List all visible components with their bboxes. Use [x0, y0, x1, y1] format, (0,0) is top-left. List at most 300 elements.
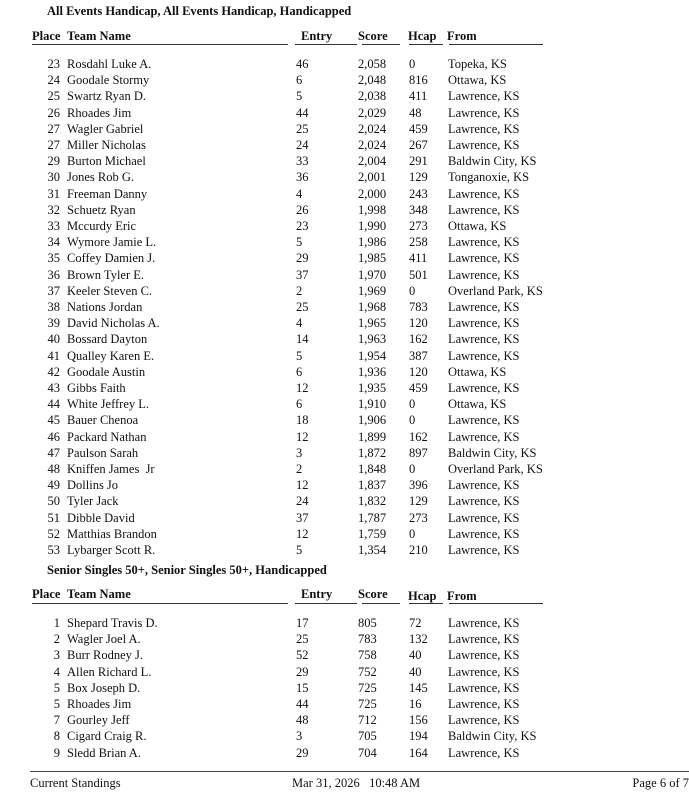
- table-row: [0, 187, 689, 203]
- entry-cell: 44: [296, 105, 309, 120]
- table-row: [0, 73, 689, 89]
- place-cell: 1: [53, 616, 60, 630]
- hcap-cell: 0: [409, 526, 416, 541]
- hcap-cell: 459: [409, 381, 428, 395]
- score-cell: 1,832: [358, 494, 387, 509]
- from-cell: Lawrence, KS: [448, 413, 520, 428]
- hcap-cell: 459: [409, 121, 428, 136]
- entry-cell: 48: [296, 713, 309, 728]
- team-name-cell: Keeler Steven C.: [67, 283, 153, 298]
- entry-cell: 29: [296, 251, 309, 266]
- from-cell: Lawrence, KS: [448, 526, 520, 541]
- score-cell: 1,910: [358, 397, 387, 412]
- hcap-cell: 164: [409, 745, 428, 760]
- table-row: [0, 106, 689, 122]
- col-header-entry: Entry: [301, 587, 333, 601]
- team-name-cell: Bauer Chenoa: [67, 413, 139, 428]
- header-rule: [295, 44, 357, 45]
- hcap-cell: 267: [409, 138, 428, 152]
- hcap-cell: 411: [409, 89, 428, 104]
- team-name-cell: Lybarger Scott R.: [67, 543, 156, 557]
- team-name-cell: Nations Jordan: [67, 300, 143, 314]
- score-cell: 1,965: [358, 316, 387, 331]
- entry-cell: 4: [296, 186, 303, 201]
- table-row: [0, 681, 689, 697]
- entry-cell: 29: [296, 745, 309, 760]
- hcap-cell: 348: [409, 202, 428, 217]
- place-cell: 2: [53, 632, 60, 647]
- from-cell: Lawrence, KS: [448, 494, 520, 509]
- place-cell: 29: [47, 154, 60, 169]
- score-cell: 1,899: [358, 429, 387, 444]
- team-name-cell: Miller Nicholas: [67, 138, 146, 152]
- entry-cell: 2: [296, 462, 303, 476]
- score-cell: 805: [358, 616, 377, 630]
- hcap-cell: 72: [409, 616, 422, 630]
- team-name-cell: Coffey Damien J.: [67, 251, 156, 266]
- entry-cell: 12: [296, 478, 309, 493]
- from-cell: Lawrence, KS: [448, 300, 520, 314]
- table-row: [0, 527, 689, 543]
- entry-cell: 6: [296, 364, 303, 379]
- entry-cell: 25: [296, 121, 309, 136]
- section-title: All Events Handicap, All Events Handicap, Handicapped: [47, 4, 352, 18]
- place-cell: 34: [47, 235, 60, 250]
- entry-cell: 4: [296, 316, 303, 331]
- footer-rule: [30, 771, 689, 772]
- score-cell: 1,935: [358, 381, 387, 395]
- hcap-cell: 162: [409, 332, 428, 347]
- place-cell: 37: [47, 283, 60, 298]
- col-header-from: From: [447, 589, 477, 603]
- place-cell: 48: [47, 462, 60, 476]
- team-name-cell: Box Joseph D.: [67, 680, 141, 695]
- place-cell: 26: [47, 105, 60, 120]
- entry-cell: 5: [296, 89, 303, 104]
- hcap-cell: 258: [409, 235, 428, 250]
- score-cell: 1,963: [358, 332, 387, 347]
- table-row: [0, 746, 689, 762]
- place-cell: 47: [47, 445, 60, 460]
- header-rule: [449, 44, 543, 45]
- place-cell: 32: [47, 202, 60, 217]
- table-row: [0, 235, 689, 251]
- score-cell: 1,759: [358, 526, 387, 541]
- team-name-cell: Goodale Austin: [67, 364, 146, 379]
- place-cell: 36: [47, 267, 60, 282]
- team-name-cell: Wymore Jamie L.: [67, 235, 157, 250]
- table-row: [0, 332, 689, 348]
- from-cell: Lawrence, KS: [448, 332, 520, 347]
- entry-cell: 24: [296, 138, 309, 152]
- hcap-cell: 396: [409, 478, 428, 493]
- col-header-score: Score: [358, 29, 388, 43]
- place-cell: 33: [47, 219, 60, 233]
- place-cell: 27: [47, 121, 60, 136]
- table-row: [0, 349, 689, 365]
- entry-cell: 5: [296, 235, 303, 250]
- entry-cell: 2: [296, 283, 303, 298]
- team-name-cell: Gourley Jeff: [67, 713, 130, 728]
- place-cell: 49: [47, 478, 60, 493]
- hcap-cell: 156: [409, 713, 428, 728]
- table-row: [0, 494, 689, 510]
- table-row: [0, 713, 689, 729]
- place-cell: 51: [47, 510, 60, 525]
- team-name-cell: Jones Rob G.: [67, 170, 135, 185]
- hcap-cell: 48: [409, 105, 422, 120]
- place-cell: 45: [47, 413, 60, 428]
- place-cell: 9: [53, 745, 60, 760]
- place-cell: 52: [47, 526, 60, 541]
- hcap-cell: 783: [409, 300, 428, 314]
- entry-cell: 44: [296, 697, 309, 711]
- header-rule: [409, 603, 443, 604]
- entry-cell: 5: [296, 543, 303, 557]
- hcap-cell: 194: [409, 729, 428, 744]
- score-cell: 1,986: [358, 235, 387, 250]
- from-cell: Lawrence, KS: [448, 235, 520, 250]
- from-cell: Lawrence, KS: [448, 745, 520, 760]
- header-rule: [449, 603, 543, 604]
- team-name-cell: Packard Nathan: [67, 429, 147, 444]
- table-row: [0, 413, 689, 429]
- hcap-cell: 129: [409, 170, 428, 185]
- header-rule: [409, 44, 443, 45]
- place-cell: 24: [47, 73, 60, 88]
- header-rule: [32, 603, 288, 604]
- table-row: [0, 138, 689, 154]
- place-cell: 39: [47, 316, 60, 331]
- place-cell: 8: [53, 729, 60, 744]
- header-rule: [32, 44, 288, 45]
- from-cell: Baldwin City, KS: [448, 445, 537, 460]
- place-cell: 30: [47, 170, 60, 185]
- table-row: [0, 300, 689, 316]
- entry-cell: 33: [296, 154, 309, 169]
- entry-cell: 12: [296, 381, 309, 395]
- score-cell: 2,024: [358, 121, 387, 136]
- from-cell: Lawrence, KS: [448, 267, 520, 282]
- entry-cell: 24: [296, 494, 309, 509]
- from-cell: Lawrence, KS: [448, 89, 520, 104]
- entry-cell: 25: [296, 300, 309, 314]
- score-cell: 2,001: [358, 170, 387, 185]
- score-cell: 1,354: [358, 543, 387, 557]
- hcap-cell: 145: [409, 680, 428, 695]
- score-cell: 783: [358, 632, 377, 647]
- place-cell: 31: [47, 186, 60, 201]
- entry-cell: 52: [296, 648, 309, 663]
- score-cell: 2,004: [358, 154, 387, 169]
- score-cell: 2,029: [358, 105, 387, 120]
- from-cell: Lawrence, KS: [448, 202, 520, 217]
- hcap-cell: 40: [409, 648, 422, 663]
- entry-cell: 25: [296, 632, 309, 647]
- hcap-cell: 501: [409, 267, 428, 282]
- from-cell: Ottawa, KS: [448, 397, 507, 412]
- from-cell: Tonganoxie, KS: [448, 170, 530, 185]
- score-cell: 1,936: [358, 364, 387, 379]
- from-cell: Overland Park, KS: [448, 283, 543, 298]
- hcap-cell: 120: [409, 364, 428, 379]
- table-row: [0, 170, 689, 186]
- team-name-cell: Rosdahl Luke A.: [67, 57, 152, 71]
- team-name-cell: Brown Tyler E.: [67, 267, 145, 282]
- hcap-cell: 120: [409, 316, 428, 331]
- hcap-cell: 0: [409, 397, 416, 412]
- footer-page-number: Page 6 of 7: [632, 776, 689, 790]
- score-cell: 1,970: [358, 267, 387, 282]
- score-cell: 725: [358, 697, 377, 711]
- table-row: [0, 365, 689, 381]
- col-header-place: Place: [32, 587, 61, 601]
- score-cell: 1,969: [358, 283, 387, 298]
- score-cell: 758: [358, 648, 377, 663]
- hcap-cell: 40: [409, 664, 422, 679]
- entry-cell: 18: [296, 413, 309, 428]
- place-cell: 41: [47, 348, 60, 363]
- from-cell: Lawrence, KS: [448, 697, 520, 711]
- place-cell: 4: [53, 664, 60, 679]
- section-title: Senior Singles 50+, Senior Singles 50+, Handicapped: [47, 563, 327, 577]
- score-cell: 1,990: [358, 219, 387, 233]
- col-header-entry: Entry: [301, 29, 333, 43]
- score-cell: 1,872: [358, 445, 387, 460]
- from-cell: Lawrence, KS: [448, 543, 520, 557]
- from-cell: Lawrence, KS: [448, 510, 520, 525]
- col-header-hcap: Hcap: [408, 29, 437, 43]
- table-row: [0, 251, 689, 267]
- hcap-cell: 816: [409, 73, 428, 88]
- score-cell: 712: [358, 713, 377, 728]
- table-row: [0, 316, 689, 332]
- score-cell: 1,906: [358, 413, 387, 428]
- from-cell: Lawrence, KS: [448, 186, 520, 201]
- team-name-cell: Wagler Gabriel: [67, 121, 144, 136]
- place-cell: 43: [47, 381, 60, 395]
- team-name-cell: Swartz Ryan D.: [67, 89, 146, 104]
- team-name-cell: Rhoades Jim: [67, 105, 132, 120]
- place-cell: 35: [47, 251, 60, 266]
- from-cell: Lawrence, KS: [448, 664, 520, 679]
- table-row: [0, 122, 689, 138]
- team-name-cell: Schuetz Ryan: [67, 202, 136, 217]
- table-row: [0, 268, 689, 284]
- table-row: [0, 665, 689, 681]
- hcap-cell: 387: [409, 348, 428, 363]
- team-name-cell: Freeman Danny: [67, 186, 148, 201]
- entry-cell: 5: [296, 348, 303, 363]
- col-header-team-name: Team Name: [67, 29, 131, 43]
- place-cell: 40: [47, 332, 60, 347]
- hcap-cell: 291: [409, 154, 428, 169]
- team-name-cell: Qualley Karen E.: [67, 348, 155, 363]
- table-row: [0, 697, 689, 713]
- table-row: [0, 430, 689, 446]
- hcap-cell: 897: [409, 445, 428, 460]
- from-cell: Lawrence, KS: [448, 138, 520, 152]
- table-row: [0, 632, 689, 648]
- hcap-cell: 16: [409, 697, 422, 711]
- entry-cell: 37: [296, 510, 309, 525]
- from-cell: Lawrence, KS: [448, 680, 520, 695]
- table-row: [0, 381, 689, 397]
- team-name-cell: Matthias Brandon: [67, 526, 157, 541]
- hcap-cell: 162: [409, 429, 428, 444]
- team-name-cell: Gibbs Faith: [67, 381, 126, 395]
- entry-cell: 14: [296, 332, 309, 347]
- from-cell: Baldwin City, KS: [448, 729, 537, 744]
- footer-timestamp: Mar 31, 2026 10:48 AM: [292, 776, 421, 790]
- from-cell: Ottawa, KS: [448, 219, 507, 233]
- place-cell: 3: [53, 648, 60, 663]
- team-name-cell: Sledd Brian A.: [67, 745, 141, 760]
- hcap-cell: 0: [409, 283, 416, 298]
- entry-cell: 37: [296, 267, 309, 282]
- score-cell: 2,038: [358, 89, 387, 104]
- team-name-cell: Rhoades Jim: [67, 697, 132, 711]
- from-cell: Lawrence, KS: [448, 251, 520, 266]
- entry-cell: 6: [296, 397, 303, 412]
- team-name-cell: Wagler Joel A.: [67, 632, 141, 647]
- place-cell: 25: [47, 89, 60, 104]
- place-cell: 46: [47, 429, 60, 444]
- entry-cell: 17: [296, 616, 309, 630]
- from-cell: Lawrence, KS: [448, 429, 520, 444]
- entry-cell: 46: [296, 57, 309, 71]
- team-name-cell: Shepard Travis D.: [67, 616, 158, 630]
- from-cell: Lawrence, KS: [448, 121, 520, 136]
- score-cell: 1,968: [358, 300, 387, 314]
- table-row: [0, 478, 689, 494]
- from-cell: Topeka, KS: [448, 57, 507, 71]
- entry-cell: 15: [296, 680, 309, 695]
- from-cell: Ottawa, KS: [448, 364, 507, 379]
- from-cell: Lawrence, KS: [448, 105, 520, 120]
- from-cell: Lawrence, KS: [448, 348, 520, 363]
- hcap-cell: 243: [409, 186, 428, 201]
- hcap-cell: 210: [409, 543, 428, 557]
- table-row: [0, 154, 689, 170]
- team-name-cell: Burton Michael: [67, 154, 146, 169]
- hcap-cell: 129: [409, 494, 428, 509]
- table-row: [0, 446, 689, 462]
- entry-cell: 29: [296, 664, 309, 679]
- team-name-cell: Goodale Stormy: [67, 73, 150, 88]
- place-cell: 27: [47, 138, 60, 152]
- score-cell: 705: [358, 729, 377, 744]
- place-cell: 23: [47, 57, 60, 71]
- entry-cell: 12: [296, 429, 309, 444]
- score-cell: 1,954: [358, 348, 387, 363]
- table-row: [0, 543, 689, 559]
- place-cell: 50: [47, 494, 60, 509]
- entry-cell: 3: [296, 729, 303, 744]
- score-cell: 1,837: [358, 478, 387, 493]
- score-cell: 1,787: [358, 510, 387, 525]
- header-rule: [362, 603, 400, 604]
- table-row: [0, 203, 689, 219]
- score-cell: 2,048: [358, 73, 387, 88]
- col-header-from: From: [447, 29, 477, 43]
- table-row: [0, 57, 689, 73]
- footer-report-name: Current Standings: [30, 776, 121, 790]
- from-cell: Baldwin City, KS: [448, 154, 537, 169]
- hcap-cell: 273: [409, 219, 428, 233]
- score-cell: 2,000: [358, 186, 387, 201]
- col-header-team-name: Team Name: [67, 587, 131, 601]
- hcap-cell: 273: [409, 510, 428, 525]
- team-name-cell: Paulson Sarah: [67, 445, 139, 460]
- place-cell: 38: [47, 300, 60, 314]
- team-name-cell: Dibble David: [67, 510, 135, 525]
- table-row: [0, 219, 689, 235]
- from-cell: Ottawa, KS: [448, 73, 507, 88]
- table-row: [0, 89, 689, 105]
- from-cell: Lawrence, KS: [448, 316, 520, 331]
- hcap-cell: 0: [409, 57, 416, 71]
- hcap-cell: 132: [409, 632, 428, 647]
- from-cell: Lawrence, KS: [448, 632, 520, 647]
- team-name-cell: White Jeffrey L.: [67, 397, 150, 412]
- table-row: [0, 284, 689, 300]
- from-cell: Lawrence, KS: [448, 381, 520, 395]
- entry-cell: 3: [296, 445, 303, 460]
- entry-cell: 26: [296, 202, 309, 217]
- score-cell: 752: [358, 664, 377, 679]
- table-row: [0, 648, 689, 664]
- team-name-cell: Bossard Dayton: [67, 332, 148, 347]
- team-name-cell: Kniffen James Jr: [67, 462, 155, 476]
- hcap-cell: 0: [409, 413, 416, 428]
- score-cell: 2,058: [358, 57, 387, 71]
- score-cell: 704: [358, 745, 377, 760]
- place-cell: 53: [47, 543, 60, 557]
- team-name-cell: Mccurdy Eric: [67, 219, 137, 233]
- from-cell: Lawrence, KS: [448, 713, 520, 728]
- score-cell: 2,024: [358, 138, 387, 152]
- table-row: [0, 616, 689, 632]
- col-header-score: Score: [358, 587, 388, 601]
- from-cell: Lawrence, KS: [448, 616, 520, 630]
- place-cell: 42: [47, 364, 60, 379]
- score-cell: 1,848: [358, 462, 387, 476]
- hcap-cell: 0: [409, 462, 416, 476]
- from-cell: Lawrence, KS: [448, 648, 520, 663]
- team-name-cell: Tyler Jack: [67, 494, 119, 509]
- team-name-cell: Cigard Craig R.: [67, 729, 147, 744]
- header-rule: [362, 44, 400, 45]
- from-cell: Overland Park, KS: [448, 462, 543, 476]
- team-name-cell: Burr Rodney J.: [67, 648, 144, 663]
- entry-cell: 23: [296, 219, 309, 233]
- table-row: [0, 462, 689, 478]
- header-rule: [295, 603, 357, 604]
- table-row: [0, 397, 689, 413]
- from-cell: Lawrence, KS: [448, 478, 520, 493]
- team-name-cell: Allen Richard L.: [67, 664, 152, 679]
- place-cell: 5: [53, 680, 60, 695]
- score-cell: 725: [358, 680, 377, 695]
- col-header-hcap: Hcap: [408, 589, 437, 603]
- table-row: [0, 729, 689, 745]
- entry-cell: 36: [296, 170, 309, 185]
- score-cell: 1,985: [358, 251, 387, 266]
- place-cell: 44: [47, 397, 60, 412]
- score-cell: 1,998: [358, 202, 387, 217]
- col-header-place: Place: [32, 29, 61, 43]
